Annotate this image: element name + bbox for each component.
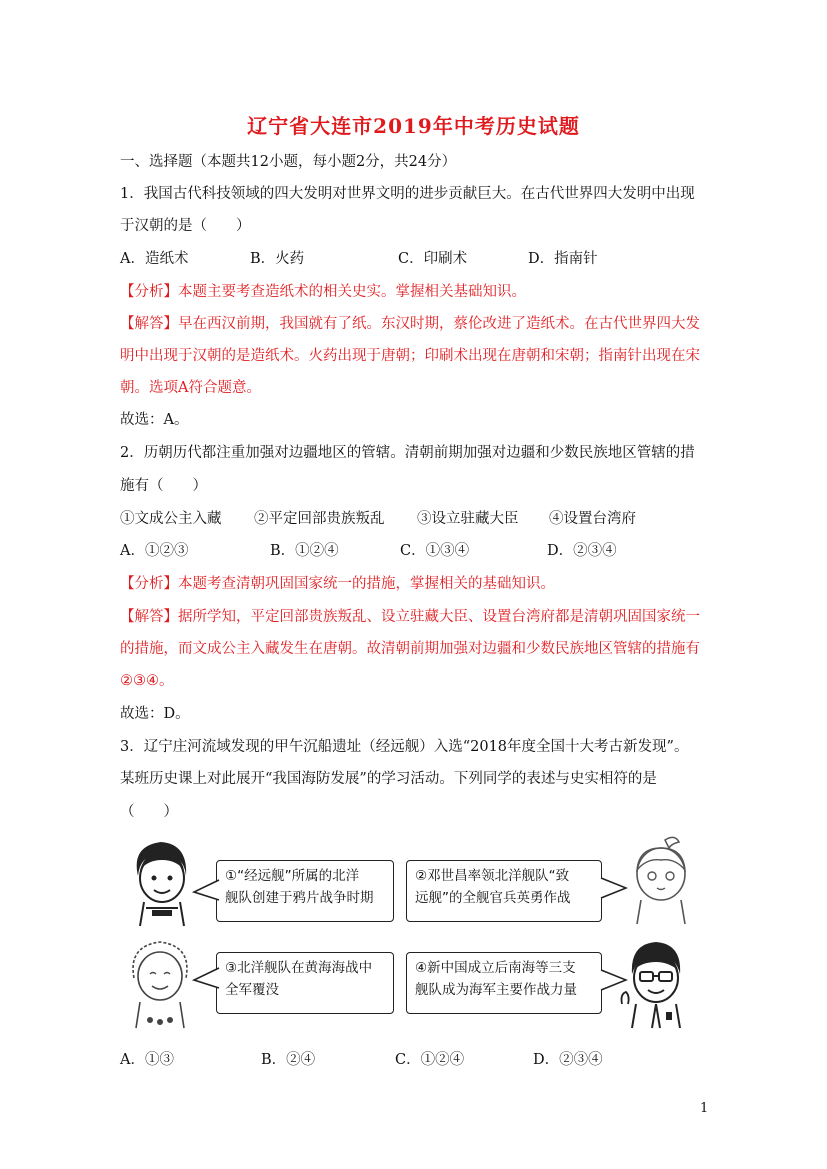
speech-bubble-3: [216, 952, 394, 1014]
speech-bubble-4: [406, 952, 602, 1014]
q2-analysis: 【分析】本题考查清朝巩固国家统一的措施，掌握相关的基础知识。: [120, 576, 555, 592]
q3-cartoon: [120, 830, 720, 1030]
q2-item-2: ②平定回部贵族叛乱: [254, 511, 385, 527]
bubble-1-line1: ①“经远舰”所属的北洋: [225, 868, 360, 884]
bubble-2-line2: 远舰”的全舰官兵英勇作战: [415, 890, 571, 906]
q2-answer-line2: 的措施，而文成公主入藏发生在唐朝。故清朝前期加强对边疆和少数民族地区管辖的措施有: [120, 641, 700, 657]
q2-stem-line1: 2．历朝历代都注重加强对边疆地区的管辖。清朝前期加强对边疆和少数民族地区管辖的措: [120, 445, 695, 461]
bubble-3-line2: 全军覆没: [225, 982, 279, 998]
q3-option-b: B．②④: [261, 1052, 316, 1068]
q1-option-d: D．指南针: [528, 251, 598, 267]
q1-stem-line1: 1．我国古代科技领域的四大发明对世界文明的进步贡献巨大。在古代世界四大发明中出现: [120, 186, 695, 202]
q2-item-4: ④设置台湾府: [549, 511, 636, 527]
student-girl-1-icon: [126, 836, 196, 928]
bubble-4-tail: [600, 968, 628, 992]
q2-stem-line2: 施有（ ）: [120, 478, 207, 494]
q2-option-b: B．①②④: [270, 543, 339, 559]
q2-item-3: ③设立驻藏大臣: [417, 511, 519, 527]
page-title: 辽宁省大连市2019年中考历史试题: [247, 114, 580, 138]
bubble-4-line2: 舰队成为海军主要作战力量: [415, 982, 577, 998]
q2-answer-line1: 【解答】据所学知，平定回部贵族叛乱、设立驻藏大臣、设置台湾府都是清朝巩固国家统一: [120, 609, 700, 625]
speech-bubble-2: [406, 860, 602, 922]
bubble-2-line1: ②邓世昌率领北洋舰队“致: [415, 868, 570, 884]
q1-option-c: C．印刷术: [398, 251, 468, 267]
section-heading: 一、选择题（本题共12小题，每小题2分，共24分）: [120, 154, 457, 170]
q3-stem-line1: 3．辽宁庄河流域发现的甲午沉船遗址（经远舰）入选“2018年度全国十大考古新发现”。: [120, 739, 689, 755]
bubble-1-line2: 舰队创建于鸦片战争时期: [225, 890, 374, 906]
q3-option-c: C．①②④: [395, 1052, 465, 1068]
student-girl-3-icon: [124, 934, 196, 1030]
q3-option-d: D．②③④: [533, 1052, 603, 1068]
q3-stem-line2: 某班历史课上对此展开“我国海防发展”的学习活动。下列同学的表述与史实相符的是: [120, 771, 657, 787]
q1-analysis: 【分析】本题主要考查造纸术的相关史实。掌握相关基础知识。: [120, 284, 526, 300]
q1-choice: 故选：A。: [120, 412, 189, 428]
q1-answer-line2: 明中出现于汉朝的是造纸术。火药出现于唐朝；印刷术出现在唐朝和宋朝；指南针出现在宋: [120, 348, 700, 364]
bubble-3-tail: [192, 966, 220, 990]
q1-answer-line3: 朝。选项A符合题意。: [120, 380, 261, 396]
bubble-3-line1: ③北洋舰队在黄海海战中: [225, 960, 373, 976]
q3-options: [120, 1050, 603, 1070]
q3-stem-line3: （ ）: [120, 804, 178, 820]
q3-option-a: A．①③: [120, 1052, 174, 1068]
q2-items: [120, 509, 636, 529]
q2-item-1: ①文成公主入藏: [120, 511, 222, 527]
speech-bubble-1: [216, 860, 394, 922]
q1-stem-line2: 于汉朝的是（ ）: [120, 218, 251, 234]
q2-option-d: D．②③④: [547, 543, 617, 559]
bubble-1-tail: [192, 878, 220, 902]
q2-option-c: C．①③④: [400, 543, 470, 559]
q1-answer-line1: 【解答】早在西汉前期，我国就有了纸。东汉时期，蔡伦改进了造纸术。在古代世界四大发: [120, 316, 700, 332]
student-boy-icon: [616, 934, 698, 1030]
q1-option-a: A．造纸术: [120, 251, 189, 267]
q2-answer-line3: ②③④。: [120, 673, 174, 689]
q2-option-a: A．①②③: [120, 543, 189, 559]
bubble-2-tail: [600, 876, 628, 900]
q1-options: [120, 249, 598, 269]
page-number: 1: [700, 1101, 709, 1116]
student-girl-2-icon: [625, 834, 697, 926]
q1-option-b: B．火药: [250, 251, 305, 267]
q2-choice: 故选：D。: [120, 706, 190, 722]
bubble-4-line1: ④新中国成立后南海等三支: [415, 960, 576, 976]
q2-options: [120, 541, 617, 561]
